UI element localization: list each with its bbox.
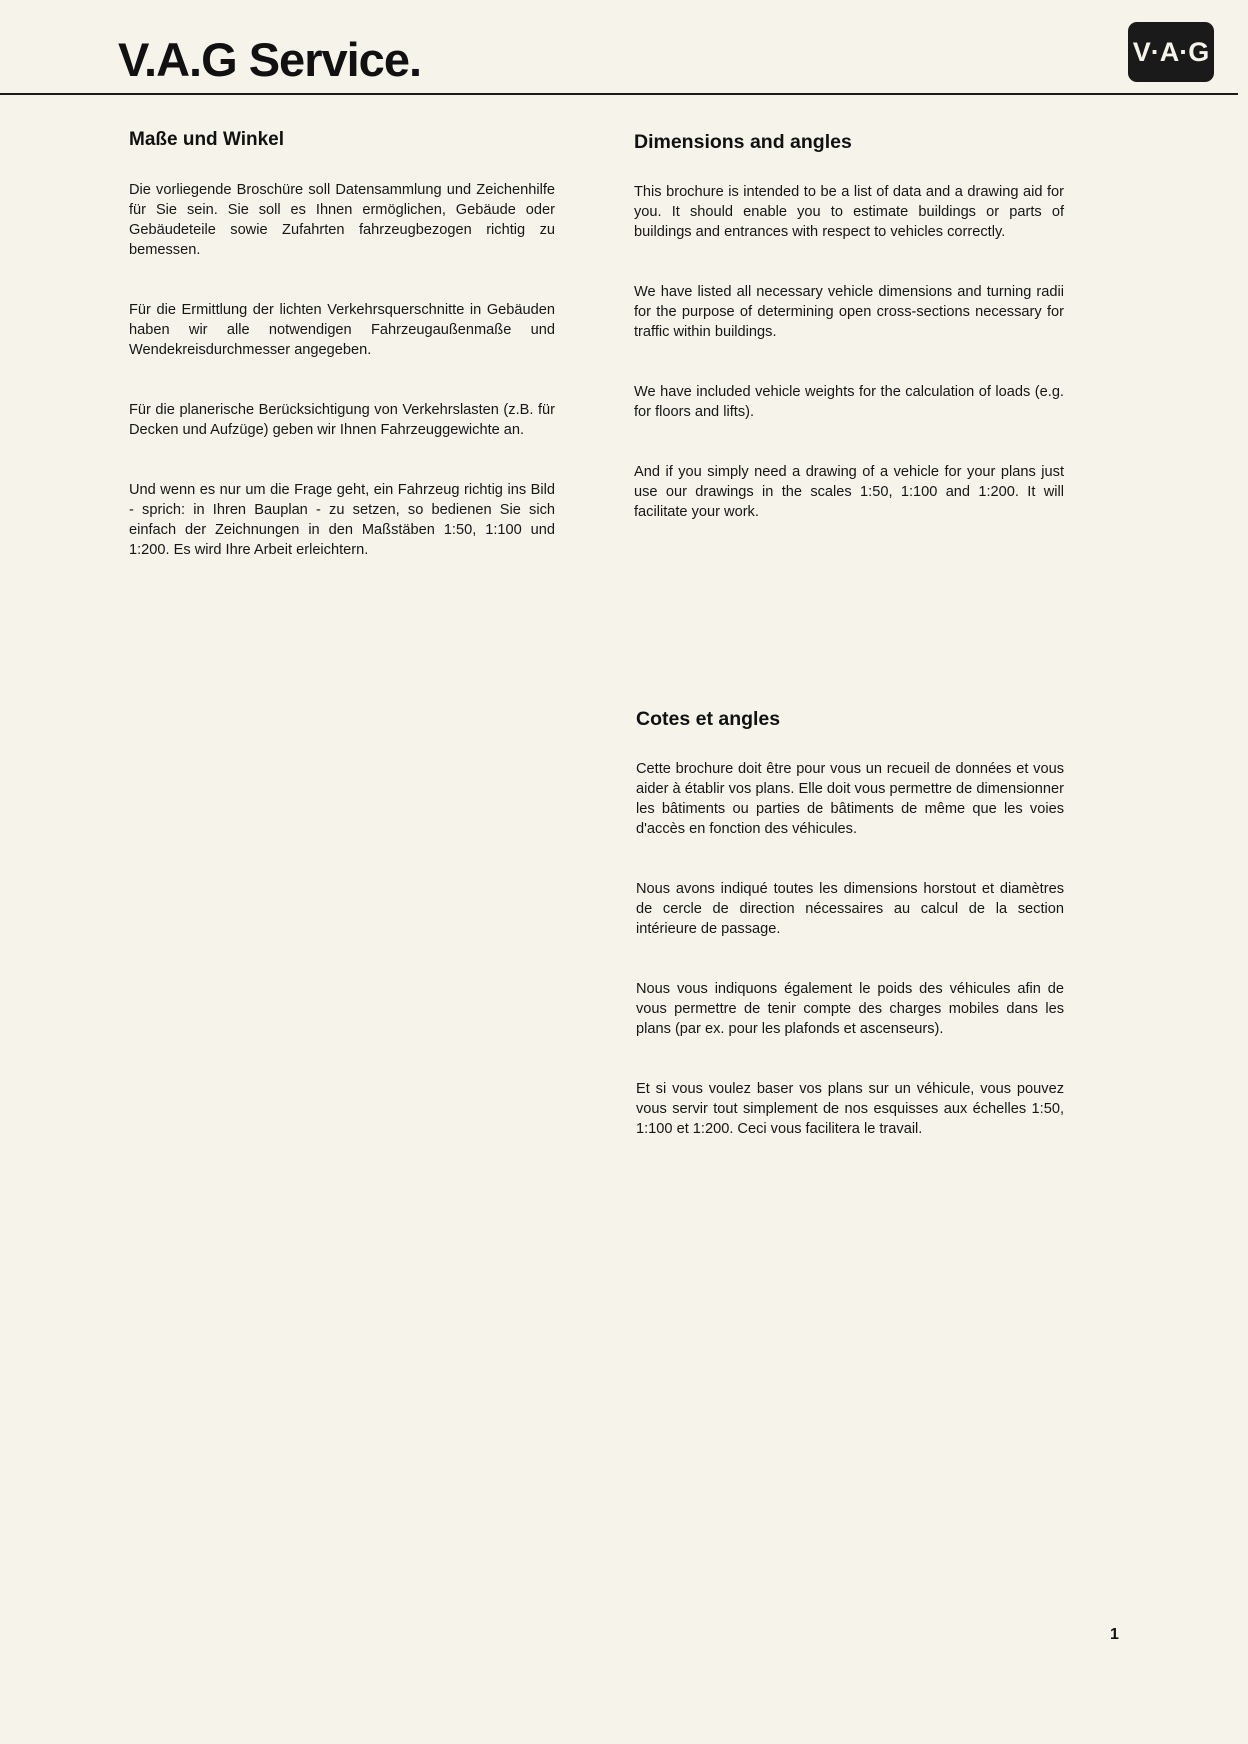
paragraph: Nous avons indiqué toutes les dimensions horstout et diamètres de cercle de direction nécessaires au calcul de la section intérieure de passage.: [636, 881, 1064, 937]
section-title-french: Cotes et angles: [636, 708, 781, 730]
section-title-german: Maße und Winkel: [129, 129, 285, 150]
page-number: 1: [1110, 1626, 1119, 1643]
paragraph: Die vorliegende Broschüre soll Datensammlung und Zeichenhilfe für Sie sein. Sie soll es Ihnen ermöglichen, Gebäude oder Gebäudeteile sowie Zufahrten fahrzeugbezogen richtig zu bemessen.: [129, 182, 555, 258]
section-french: [636, 707, 1064, 1179]
section-title-english: Dimensions and angles: [634, 131, 852, 153]
brand-title: V.A.G Service.: [118, 33, 422, 86]
paragraph: Für die Ermittlung der lichten Verkehrsquerschnitte in Gebäuden haben wir alle notwendigen Fahrzeugaußenmaße und Wendekreisdurchmesser angegeben.: [129, 302, 555, 358]
section-english: [634, 130, 1064, 562]
section-german: [129, 128, 555, 600]
paragraph: Et si vous voulez baser vos plans sur un véhicule, vous pouvez vous servir tout simplement de nos esquisses aux échelles 1:50, 1:100 et 1:200. Ceci vous facilitera le travail.: [636, 1081, 1064, 1137]
vag-logo: V·A·G: [1128, 22, 1214, 82]
paragraph: We have included vehicle weights for the calculation of loads (e.g. for floors and lifts).: [634, 384, 1064, 420]
paragraph: And if you simply need a drawing of a vehicle for your plans just use our drawings in the scales 1:50, 1:100 and 1:200. It will facilitate your work.: [634, 464, 1064, 520]
paragraph: Und wenn es nur um die Frage geht, ein Fahrzeug richtig ins Bild - sprich: in Ihren Bauplan - zu setzen, so bedienen Sie sich einfach der Zeichnungen in den Maßstäben 1:50, 1:100 und 1:200. Es wird Ihre Arbeit erleichtern.: [129, 482, 555, 558]
header-rule: [0, 93, 1238, 95]
paragraph: Nous vous indiquons également le poids des véhicules afin de vous permettre de tenir compte des charges mobiles dans les plans (par ex. pour les plafonds et ascenseurs).: [636, 981, 1064, 1037]
paragraph: Für die planerische Berücksichtigung von Verkehrslasten (z.B. für Decken und Aufzüge) geben wir Ihnen Fahrzeuggewichte an.: [129, 402, 555, 438]
paragraph: We have listed all necessary vehicle dimensions and turning radii for the purpose of determining open cross-sections necessary for traffic within buildings.: [634, 284, 1064, 340]
paragraph: Cette brochure doit être pour vous un recueil de données et vous aider à établir vos plans. Elle doit vous permettre de dimensionner les bâtiments ou parties de bâtiments de même que les voies d'accès en fonction des véhicules.: [636, 761, 1064, 837]
paragraph: This brochure is intended to be a list of data and a drawing aid for you. It should enable you to estimate buildings or parts of buildings and entrances with respect to vehicles correctly.: [634, 184, 1064, 240]
